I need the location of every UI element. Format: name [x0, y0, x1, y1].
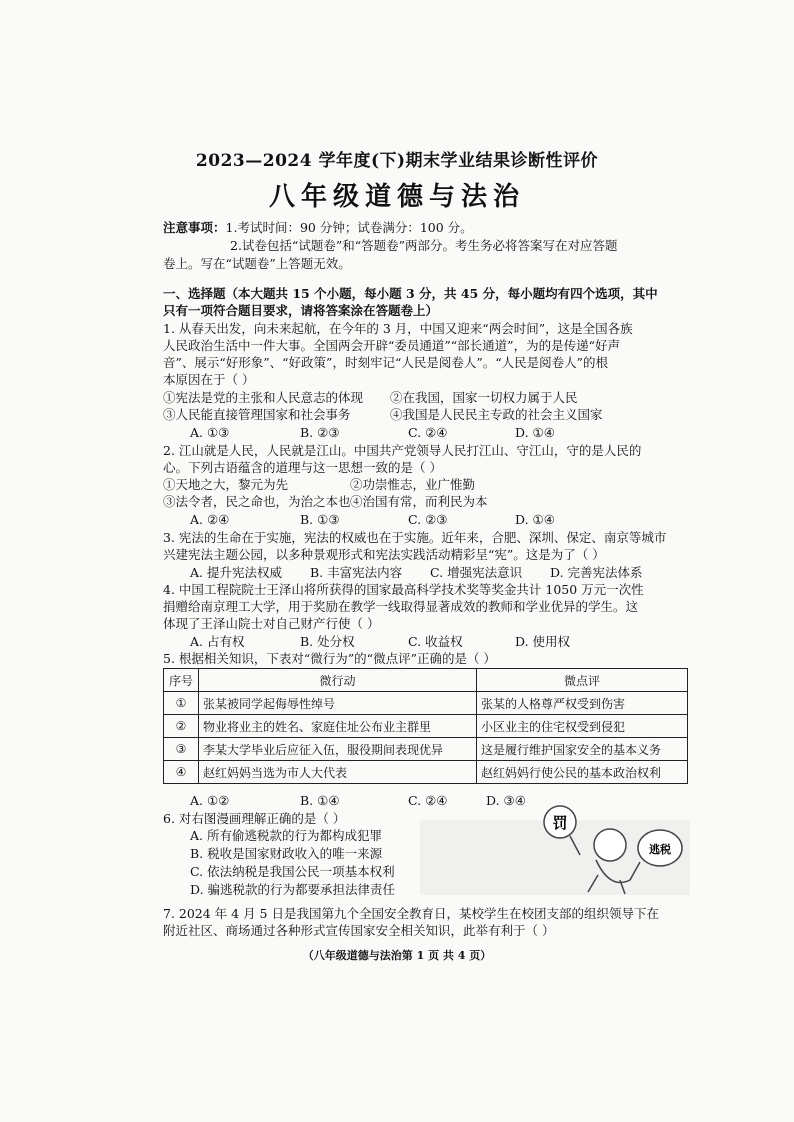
q5-stem-1: 5. 根据相关知识，下表对“微行为”的“微点评”正确的是（ ）: [163, 651, 496, 666]
notice-item-1: 1.考试时间：90 分钟；试卷满分：100 分。: [225, 220, 473, 235]
section-heading-a: 一、选择题（本大题共 15 个小题，每小题 3 分，共 45 分，每小题均有四个选项，其中: [163, 286, 658, 301]
notice-item-2b: 卷上。写在“试题卷”上答题无效。: [163, 256, 351, 271]
q7-stem-2: 附近社区、商场通过各种形式宣传国家安全相关知识，此举有利于（ ）: [163, 923, 555, 938]
q5-table: [163, 668, 688, 784]
q2-statement-3: ③法令者，民之命也，为治之本也: [163, 494, 351, 509]
q1-statement-4: ④我国是人民民主专政的社会主义国家: [390, 407, 603, 422]
table-row: [164, 692, 688, 715]
q1-option-a[interactable]: A. ①③: [190, 425, 230, 440]
q5-row-comment: 这是履行维护国家安全的基本义务: [476, 738, 687, 761]
q5-row-action: 张某被同学起侮辱性绰号: [199, 692, 477, 715]
q4-option-c[interactable]: C. 收益权: [408, 634, 463, 649]
q1-statement-2: ②在我国，国家一切权力属于人民: [390, 390, 578, 405]
q6-option-a[interactable]: A. 所有偷逃税款的行为都构成犯罪: [190, 828, 382, 843]
q5-row-comment: 张某的人格尊严权受到伤害: [476, 692, 687, 715]
q4-option-a[interactable]: A. 占有权: [190, 634, 245, 649]
q1-option-d[interactable]: D. ①④: [515, 425, 555, 440]
q5-option-b[interactable]: B. ①④: [300, 793, 340, 808]
q1-statement-3: ③人民能直接管理国家和社会事务: [163, 407, 351, 422]
q6-option-d[interactable]: D. 骗逃税款的行为都要承担法律责任: [190, 882, 396, 897]
q5-row-no: ②: [164, 715, 199, 738]
q4-options: [190, 633, 570, 650]
q2-statement-2: ②功崇惟志，业广惟勤: [350, 477, 476, 492]
q5-header-no: 序号: [164, 669, 199, 692]
figure-head: [594, 829, 626, 861]
q6-option-b[interactable]: B. 税收是国家财政收入的唯一来源: [190, 846, 383, 861]
page-footer: （八年级道德与法治第 1 页 共 4 页）: [302, 949, 492, 962]
q5-row-comment: 赵红妈妈行使公民的基本政治权利: [476, 761, 687, 784]
q2-option-c[interactable]: C. ②③: [408, 512, 448, 527]
notice-label: 注意事项：: [163, 220, 226, 235]
q4-stem-1: 4. 中国工程院院士王泽山将所获得的国家最高科学技术奖等奖金共计 1050 万元一次性: [163, 582, 644, 597]
q5-header-action: 微行动: [199, 669, 477, 692]
q5-row-action: 赵红妈妈当选为市人大代表: [199, 761, 477, 784]
q1-option-c[interactable]: C. ②④: [408, 425, 448, 440]
bag-text: 逃税: [649, 843, 671, 856]
q2-statement-1: ①天地之大，黎元为先: [163, 477, 289, 492]
q3-option-c[interactable]: C. 增强宪法意识: [430, 565, 523, 580]
q5-row-no: ④: [164, 761, 199, 784]
q5-row-action: 李某大学毕业后应征入伍，服役期间表现优异: [199, 738, 477, 761]
q1-stem-1: 1. 从春天出发，向未来起航，在今年的 3 月，中国又迎来“两会时间”，这是全国各族: [163, 321, 633, 336]
table-row: [164, 761, 688, 784]
q5-row-no: ③: [164, 738, 199, 761]
q7-stem-1: 7. 2024 年 4 月 5 日是我国第九个全国安全教育日，某校学生在校团支部的组织领导下在: [163, 906, 659, 921]
subject-title: 八年级道德与法治: [268, 182, 525, 212]
q2-stem-1: 2. 江山就是人民，人民就是江山。中国共产党领导人民打江山、守江山，守的是人民的: [163, 443, 642, 458]
q1-stem-2: 人民政治生活中一件大事。全国两会开辟“委员通道”“部长通道”，为的是传递“好声: [163, 338, 620, 353]
q1-stem-3: 音”、展示“好形象”、“好政策”，时刻牢记“人民是阅卷人”。“人民是阅卷人”的根: [163, 355, 609, 370]
q2-option-a[interactable]: A. ②④: [190, 512, 230, 527]
q5-option-a[interactable]: A. ①②: [190, 793, 230, 808]
q4-stem-3: 体现了王泽山院士对自己财产行使（ ）: [163, 616, 380, 631]
q1-statement-1: ①宪法是党的主张和人民意志的体现: [163, 390, 364, 405]
exam-title: 2023—2024 学年度(下)期末学业结果诊断性评价: [195, 151, 599, 171]
q5-row-no: ①: [164, 692, 199, 715]
q2-stem-2: 心。下列古语蕴含的道理与这一思想一致的是（ ）: [163, 460, 442, 475]
tax-evasion-cartoon: [420, 800, 690, 895]
q1-option-b[interactable]: B. ②③: [300, 425, 340, 440]
q5-row-comment: 小区业主的住宅权受到侵犯: [476, 715, 687, 738]
q2-option-d[interactable]: D. ①④: [515, 512, 555, 527]
q2-option-b[interactable]: B. ①③: [300, 512, 340, 527]
table-row: [164, 715, 688, 738]
q3-option-b[interactable]: B. 丰富宪法内容: [310, 565, 403, 580]
q6-option-c[interactable]: C. 依法纳税是我国公民一项基本权利: [190, 864, 395, 879]
q3-option-a[interactable]: A. 提升宪法权威: [190, 565, 282, 580]
q4-stem-2: 捐赠给南京理工大学，用于奖励在教学一线取得显著成效的教师和学业优异的学生。这: [163, 599, 639, 614]
q3-option-d[interactable]: D. 完善宪法体系: [550, 565, 643, 580]
notice-line-1: [163, 219, 473, 236]
q5-row-action: 物业将业主的姓名、家庭住址公布业主群里: [199, 715, 477, 738]
stamp-text: 罚: [552, 814, 568, 832]
q3-stem-1: 3. 宪法的生命在于实施，宪法的权威也在于实施。近年来，合肥、深圳、保定、南京等城市: [163, 530, 667, 545]
q3-options: [190, 564, 643, 581]
q1-stem-4: 本原因在于（ ）: [163, 372, 255, 387]
q5-option-c[interactable]: C. ②④: [408, 793, 448, 808]
notice-item-2a: 2.试卷包括“试题卷”和“答题卷”两部分。考生务必将答案写在对应答题: [230, 238, 618, 253]
q1-options: [190, 424, 555, 441]
q4-option-b[interactable]: B. 处分权: [300, 634, 355, 649]
q3-stem-2: 兴建宪法主题公园，以多种景观形式和宪法实践活动精彩呈“宪”。这是为了（ ）: [163, 547, 605, 562]
q5-table-header-row: [164, 669, 688, 692]
q2-statement-4: ④治国有常，而利民为本: [350, 494, 488, 509]
q5-header-comment: 微点评: [476, 669, 687, 692]
table-row: [164, 738, 688, 761]
q2-options: [190, 511, 555, 528]
q5-option-d[interactable]: D. ③④: [486, 793, 526, 808]
section-heading-b: 只有一项符合题目要求，请将答案涂在答题卷上）: [163, 303, 439, 318]
q4-option-d[interactable]: D. 使用权: [515, 634, 571, 649]
q6-stem-1: 6. 对右图漫画理解正确的是（ ）: [163, 811, 346, 826]
